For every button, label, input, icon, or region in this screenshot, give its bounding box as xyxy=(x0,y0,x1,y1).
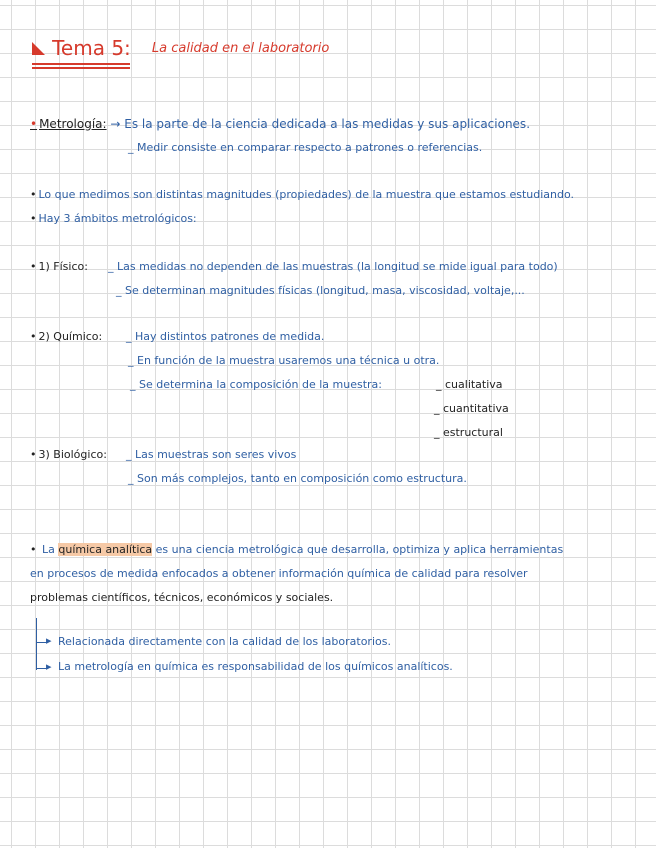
title-underline-2 xyxy=(32,67,130,69)
metrologia-definition: Es la parte de la ciencia dedicada a las medidas y sus aplicaciones. xyxy=(124,117,531,131)
biologico-label: • 3) Biológico: xyxy=(30,448,107,461)
analitica-line-1 xyxy=(30,543,563,556)
quimico-sub-1: _ cualitativa xyxy=(436,378,503,391)
quimico-sub-2: _ cuantitativa xyxy=(434,402,509,415)
analitica-highlight: química analítica xyxy=(58,543,153,556)
subtitle-text: La calidad en el laboratorio xyxy=(151,40,330,56)
analitica-line-3: problemas científicos, técnicos, económicos y sociales. xyxy=(30,591,334,604)
analitica-arrow-2: La metrología en química es responsabilidad de los químicos analíticos. xyxy=(58,660,453,673)
quimico-label: • 2) Químico: xyxy=(30,330,102,343)
intro-line-2: • Hay 3 ámbitos metrológicos: xyxy=(30,212,197,225)
triangle-bullet-icon xyxy=(32,42,45,55)
biologico-item-1: _ Las muestras son seres vivos xyxy=(126,448,297,461)
fisico-label: • 1) Físico: xyxy=(30,260,88,273)
arrow-icon: → xyxy=(110,117,121,131)
arrow-right-icon: ▸ xyxy=(46,634,52,647)
fisico-item-2: _ Se determinan magnitudes físicas (longitud, masa, viscosidad, voltaje,... xyxy=(116,284,525,297)
biologico-item-2: _ Son más complejos, tanto en composición como estructura. xyxy=(128,472,467,485)
fisico-item-1: _ Las medidas no dependen de las muestras (la longitud se mide igual para todo) xyxy=(108,260,558,273)
analitica-pre: La xyxy=(42,543,59,556)
analitica-arrow-1: Relacionada directamente con la calidad de los laboratorios. xyxy=(58,635,391,648)
title-underline xyxy=(32,63,130,65)
page-title xyxy=(32,36,329,60)
quimico-sub-3: _ estructural xyxy=(434,426,503,439)
metrologia-line xyxy=(30,117,530,131)
quimico-item-3: _ Se determina la composición de la muestra: xyxy=(130,378,382,391)
metrologia-sub: _ Medir consiste en comparar respecto a patrones o referencias. xyxy=(128,141,483,154)
title-text: Tema 5: xyxy=(52,36,131,60)
quimico-item-2: _ En función de la muestra usaremos una técnica u otra. xyxy=(128,354,440,367)
intro-line-1: • Lo que medimos son distintas magnitudes (propiedades) de la muestra que estamos estudiando. xyxy=(30,188,574,201)
metrologia-label: • Metrología: xyxy=(30,117,107,131)
connector-line xyxy=(36,618,37,670)
quimico-item-1: _ Hay distintos patrones de medida. xyxy=(126,330,325,343)
arrow-right-icon: ▸ xyxy=(46,660,52,673)
analitica-line-2: en procesos de medida enfocados a obtener información química de calidad para resolver xyxy=(30,567,528,580)
analitica-text-1: es una ciencia metrológica que desarrolla, optimiza y aplica herramientas xyxy=(152,543,564,556)
